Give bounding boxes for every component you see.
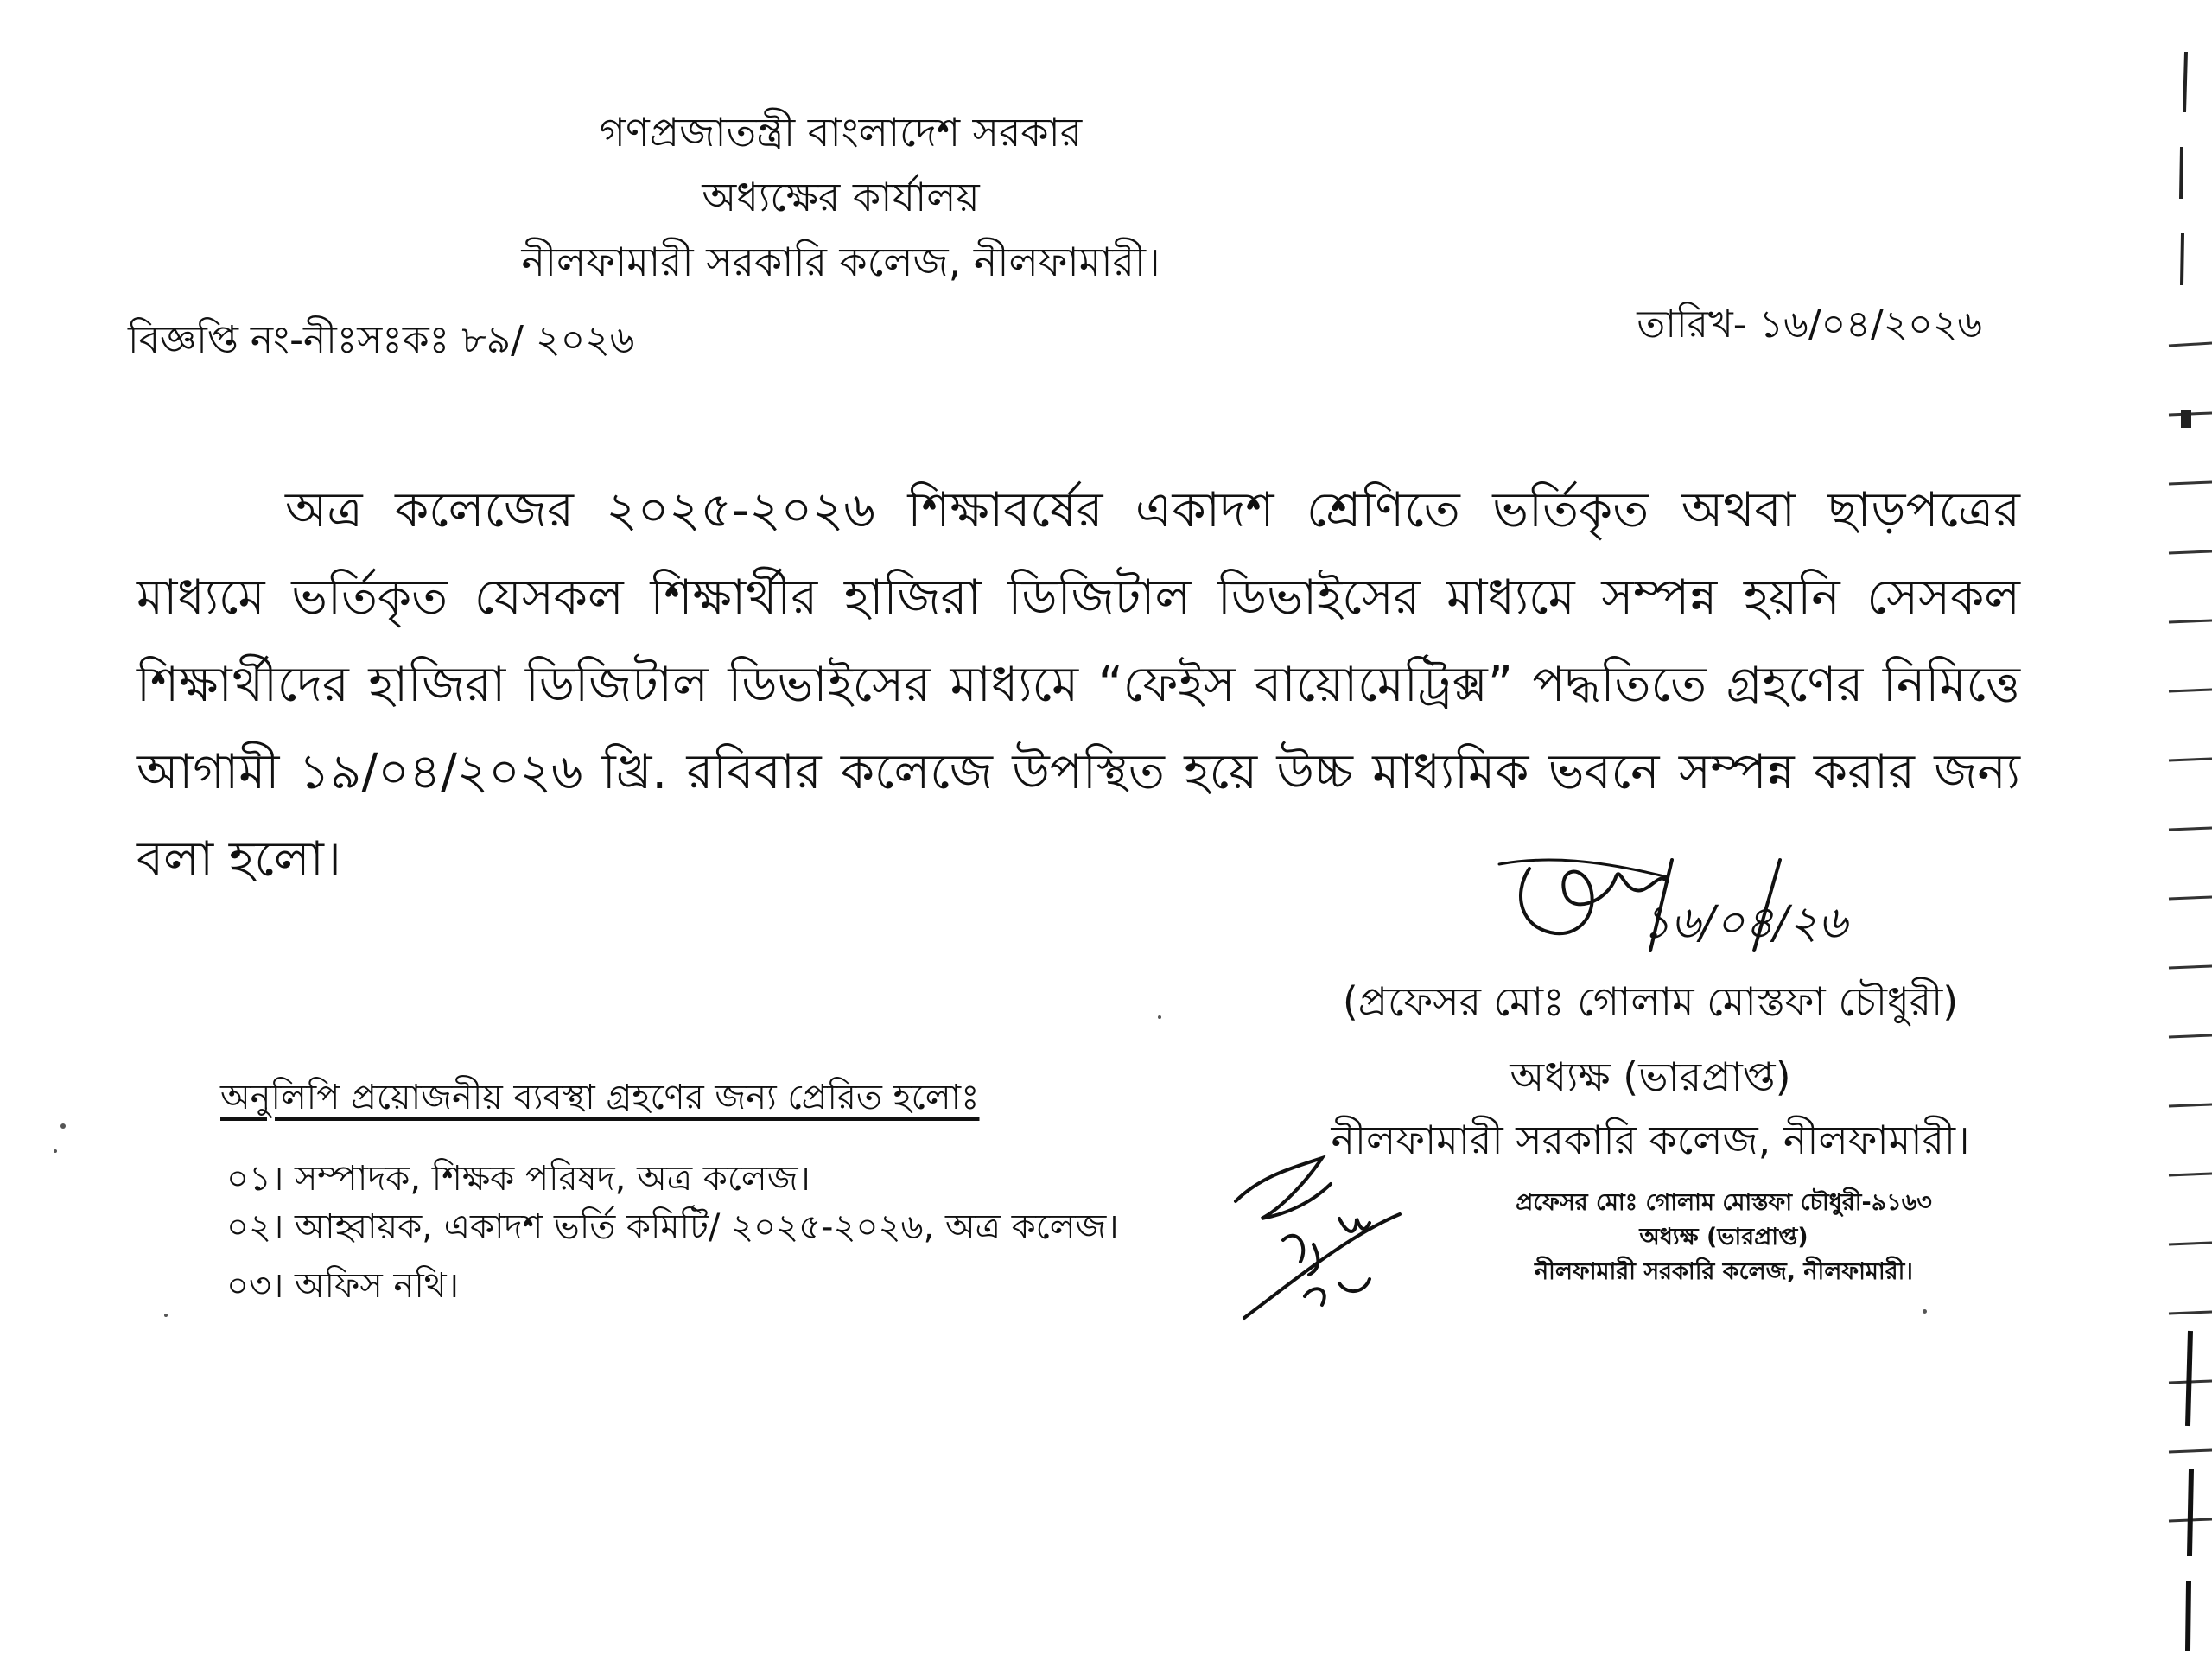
seal-line-2: অধ্যক্ষ (ভারপ্রাপ্ত): [1639, 1224, 1808, 1251]
govt-header: গণপ্রজাতন্ত্রী বাংলাদেশ সরকার: [599, 109, 1083, 156]
scan-speck: [1158, 1015, 1161, 1019]
signature-date: ১৬/০৪/২৬: [1642, 897, 1847, 949]
seal-line-3: নীলফামারী সরকারি কলেজ, নীলফামারী।: [1535, 1258, 1913, 1285]
signatory-organization: নীলফামারী সরকারি কলেজ, নীলফামারী।: [1331, 1117, 1970, 1163]
office-seal: [1508, 1186, 1940, 1289]
notice-body: অত্র কলেজের ২০২৫-২০২৬ শিক্ষাবর্ষের একাদশ শ্রেণিতে ভর্তিকৃত অথবা ছাড়পত্রের মাধ্যমে ভর্তিকৃত যেসকল শিক্ষার্থীর হাজিরা ডিজিটাল ডিভাইসের মাধ্যমে সম্পন্ন হয়নি সেসকল শিক্ষার্থীদের হাজিরা ডিজিটাল ডিভাইসের মাধ্যমে “ফেইস বায়োমেট্রিক্স” পদ্ধতিতে গ্রহণের নিমিত্তে আগামী ১৯/০৪/২০২৬ খ্রি. রবিবার কলেজে উপস্থিত হয়ে উচ্চ মাধ্যমিক ভবনে সম্পন্ন করার জন্য বলা হলো।: [137, 482, 2020, 888]
notice-date: তারিখ- ১৬/০৪/২০২৬: [1637, 302, 1982, 347]
principal-signature: [1495, 843, 1875, 955]
signatory-name: (প্রফেসর মোঃ গোলাম মোস্তফা চৌধুরী): [1342, 978, 1959, 1025]
scan-speck: [60, 1123, 66, 1129]
copy-item-1: ০১। সম্পাদক, শিক্ষক পরিষদ, অত্র কলেজ।: [226, 1159, 810, 1199]
seal-line-1: প্রফেসর মোঃ গোলাম মোস্তফা চৌধুরী-৯১৬৩: [1516, 1189, 1932, 1216]
office-header: অধ্যক্ষের কার্যালয়: [702, 174, 980, 220]
signatory-designation: অধ্যক্ষ (ভারপ্রাপ্ত): [1510, 1053, 1791, 1100]
adjacent-page-edge: [2108, 0, 2212, 1661]
college-header: নীলফামারী সরকারি কলেজ, নীলফামারী।: [521, 239, 1160, 285]
memo-number: বিজ্ঞপ্তি নং-নীঃসঃকঃ ৮৯/ ২০২৬: [128, 318, 635, 362]
copy-item-3: ০৩। অফিস নথি।: [226, 1266, 460, 1306]
copy-distribution-heading: অনুলিপি প্রয়োজনীয় ব্যবস্থা গ্রহণের জন্য প্রেরিত হলোঃ: [220, 1078, 980, 1117]
copy-item-2: ০২। আহ্বায়ক, একাদশ ভর্তি কমিটি/ ২০২৫-২০২৬, অত্র কলেজ।: [226, 1207, 1119, 1247]
initials-signature: [1227, 1132, 1426, 1331]
scan-speck: [1923, 1309, 1927, 1314]
scan-speck: [54, 1149, 57, 1153]
scan-speck: [164, 1314, 168, 1317]
